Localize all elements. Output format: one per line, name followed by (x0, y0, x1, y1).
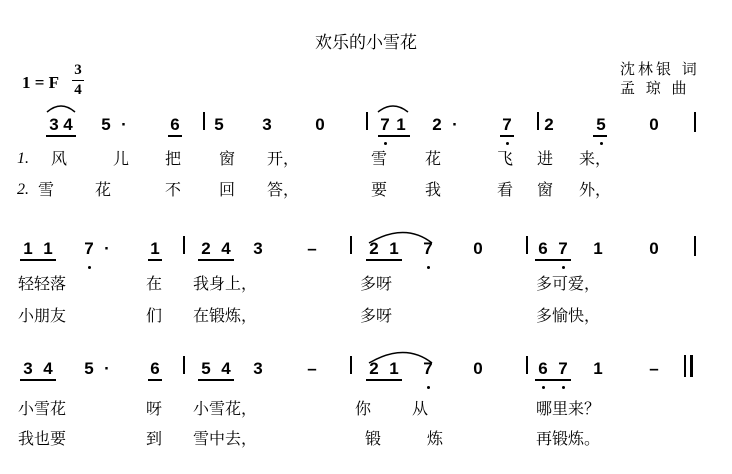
song-title: 欢乐的小雪花 (315, 33, 417, 53)
note: 2 (544, 115, 554, 134)
note: 3 (253, 239, 263, 258)
note: 2 (432, 115, 442, 134)
lyric-word: 再锻炼。 (536, 429, 601, 448)
lyric-word: 花 (95, 180, 112, 199)
lyric-word: 多呀 (360, 274, 393, 293)
note: 1 (23, 239, 33, 258)
note: 7 (502, 115, 512, 134)
note: 5 (214, 115, 224, 134)
lyric-word: 来， (579, 149, 612, 168)
note: 3 (253, 359, 263, 378)
note: 7 (423, 239, 433, 258)
note: 5 (101, 115, 111, 134)
lyric-word: 呀 (146, 399, 163, 418)
augmentation-dot: · (121, 115, 127, 134)
lyric-word: 我也要 (18, 429, 67, 448)
lyric-word: 窗 (537, 180, 554, 199)
note: 1 (389, 359, 399, 378)
note: 1 (150, 239, 160, 258)
note: 3 (49, 115, 59, 134)
lyric-word: 雪中去， (193, 429, 258, 448)
lyric-word: 窗 (219, 149, 236, 168)
note: 6 (538, 239, 548, 258)
lyric-word: 回 (219, 180, 236, 199)
note: 6 (538, 359, 548, 378)
verse-number: 2. (17, 181, 29, 198)
note: 4 (221, 359, 231, 378)
lyric-word: 雪 (38, 180, 55, 199)
slur (369, 353, 432, 364)
note: 2 (369, 359, 379, 378)
note: 7 (558, 359, 568, 378)
verse-number: 1. (17, 150, 29, 167)
note: 7 (423, 359, 433, 378)
lyric-word: 风 (51, 149, 68, 168)
note: 0 (473, 239, 483, 258)
lyric-word: 我 (425, 180, 442, 199)
slur (47, 106, 75, 112)
lyric-word: 在锻炼， (193, 306, 258, 325)
note: 6 (170, 115, 180, 134)
note: 5 (201, 359, 211, 378)
lyricist-credit: 沈林银 词 (620, 60, 700, 78)
note: 1 (593, 239, 603, 258)
note: 1 (43, 239, 53, 258)
lyric-word: 小雪花 (18, 399, 67, 418)
note: – (649, 359, 659, 378)
composer-credit: 孟 琼 曲 (620, 79, 690, 97)
note: 0 (649, 239, 659, 258)
lyric-word: 把 (165, 149, 182, 168)
lyric-word: 你 (355, 399, 372, 418)
lyric-word: 多愉快， (536, 306, 601, 325)
note: 2 (201, 239, 211, 258)
slur (369, 233, 432, 244)
lyric-word: 炼 (427, 429, 444, 448)
note: 5 (596, 115, 606, 134)
time-signature-top: 3 (74, 62, 82, 78)
lyric-word: 飞 (497, 149, 514, 168)
lyric-word: 答， (267, 180, 300, 199)
lyric-word: 哪里来？ (536, 399, 601, 418)
lyric-word: 多呀 (360, 306, 393, 325)
slur (378, 106, 408, 112)
lyric-word: 开， (267, 149, 300, 168)
lyric-word: 儿 (113, 149, 130, 168)
note: 6 (150, 359, 160, 378)
note: 7 (380, 115, 390, 134)
lyric-word: 外， (579, 180, 612, 199)
key-signature: 1 = F (22, 73, 60, 92)
note: 1 (389, 239, 399, 258)
lyric-word: 多可爱， (536, 274, 601, 293)
note: 4 (221, 239, 231, 258)
note: 4 (43, 359, 53, 378)
lyric-word: 锻 (365, 429, 382, 448)
augmentation-dot: · (104, 239, 110, 258)
lyric-word: 到 (146, 429, 163, 448)
note: 7 (558, 239, 568, 258)
note: – (307, 359, 317, 378)
lyric-word: 进 (537, 149, 554, 168)
lyric-word: 雪 (371, 149, 388, 168)
time-signature-bottom: 4 (74, 82, 82, 98)
note: 0 (649, 115, 659, 134)
note: 4 (63, 115, 73, 134)
lyric-word: 在 (146, 274, 163, 293)
note: 1 (396, 115, 406, 134)
augmentation-dot: · (104, 359, 110, 378)
note: 0 (315, 115, 325, 134)
lyric-word: 看 (497, 180, 514, 199)
lyric-word: 们 (146, 306, 163, 325)
lyric-word: 要 (371, 180, 388, 199)
lyric-word: 轻轻落 (18, 274, 67, 293)
lyric-word: 不 (165, 180, 182, 199)
lyric-word: 花 (425, 149, 442, 168)
lyric-word: 从 (412, 399, 429, 418)
lyric-word: 小朋友 (18, 306, 67, 325)
note: 5 (84, 359, 94, 378)
note: – (307, 239, 317, 258)
lyric-word: 我身上， (193, 274, 258, 293)
lyric-word: 小雪花， (193, 399, 258, 418)
note: 2 (369, 239, 379, 258)
note: 7 (84, 239, 94, 258)
note: 3 (262, 115, 272, 134)
note: 0 (473, 359, 483, 378)
augmentation-dot: · (452, 115, 458, 134)
note: 3 (23, 359, 33, 378)
note: 1 (593, 359, 603, 378)
